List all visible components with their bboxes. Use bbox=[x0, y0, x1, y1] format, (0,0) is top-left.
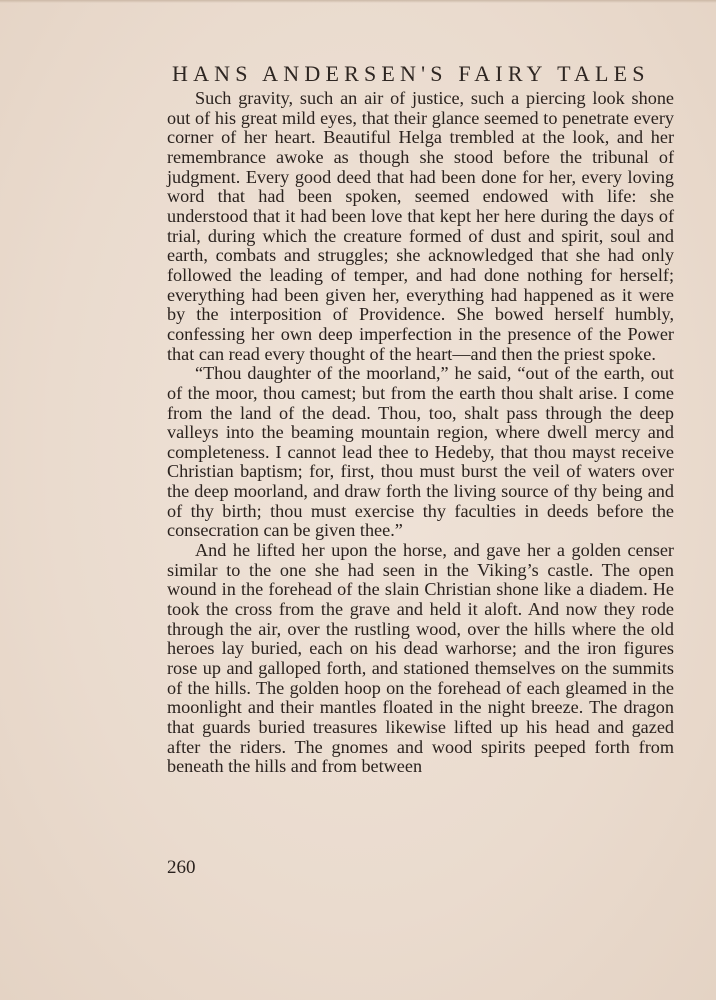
paragraph: “Thou daughter of the moorland,” he said, “out of the earth, out of the moor, thou camest; but from the earth thou shalt arise. I come from the land of the dead. Thou, too, shalt pass through the deep valleys into the beaming mountain region, where dwell mercy and completeness. I cannot lead thee to Hedeby, that thou mayst receive Christian baptism; for, first, thou must burst the veil of waters over the deep moorland, and draw forth the living source of thy being and of thy birth; thou must exercise thy faculties in deeds before the consecration can be given thee.” bbox=[167, 363, 674, 541]
page-text-body bbox=[167, 89, 674, 777]
page-top-edge bbox=[0, 0, 716, 3]
page-number: 260 bbox=[167, 857, 196, 878]
paragraph: And he lifted her upon the horse, and gave her a golden censer similar to the one she had seen in the Viking’s castle. The open wound in the forehead of the slain Christian shone like a diadem. He took the cross from the grave and held it aloft. And now they rode through the air, over the rustling wood, over the hills where the old heroes lay buried, each on his dead warhorse; and the iron figures rose up and galloped forth, and stationed themselves on the summits of the hills. The golden hoop on the forehead of each gleamed in the moonlight and their mantles floated in the night breeze. The dragon that guards buried treasures likewise lifted up his head and gazed after the riders. The gnomes and wood spirits peeped forth from beneath the hills and from between bbox=[167, 540, 674, 777]
running-title: HANS ANDERSEN'S FAIRY TALES bbox=[172, 61, 650, 86]
paragraph: Such gravity, such an air of justice, such a piercing look shone out of his great mild eyes, that their glance seemed to penetrate every corner of her heart. Beautiful Helga trembled at the look, and her remembrance awoke as though she stood before the tribunal of judgment. Every good deed that had been done for her, every loving word that had been spoken, seemed endowed with life: she understood that it had been love that kept her here during the days of trial, during which the creature formed of dust and spirit, soul and earth, combats and struggles; she acknowledged that she had only followed the leading of temper, and had done nothing for herself; everything had been given her, everything had happened as it were by the interposition of Providence. She bowed herself humbly, confessing her own deep imperfection in the presence of the Power that can read every thought of the heart—and then the priest spoke. bbox=[167, 88, 674, 364]
